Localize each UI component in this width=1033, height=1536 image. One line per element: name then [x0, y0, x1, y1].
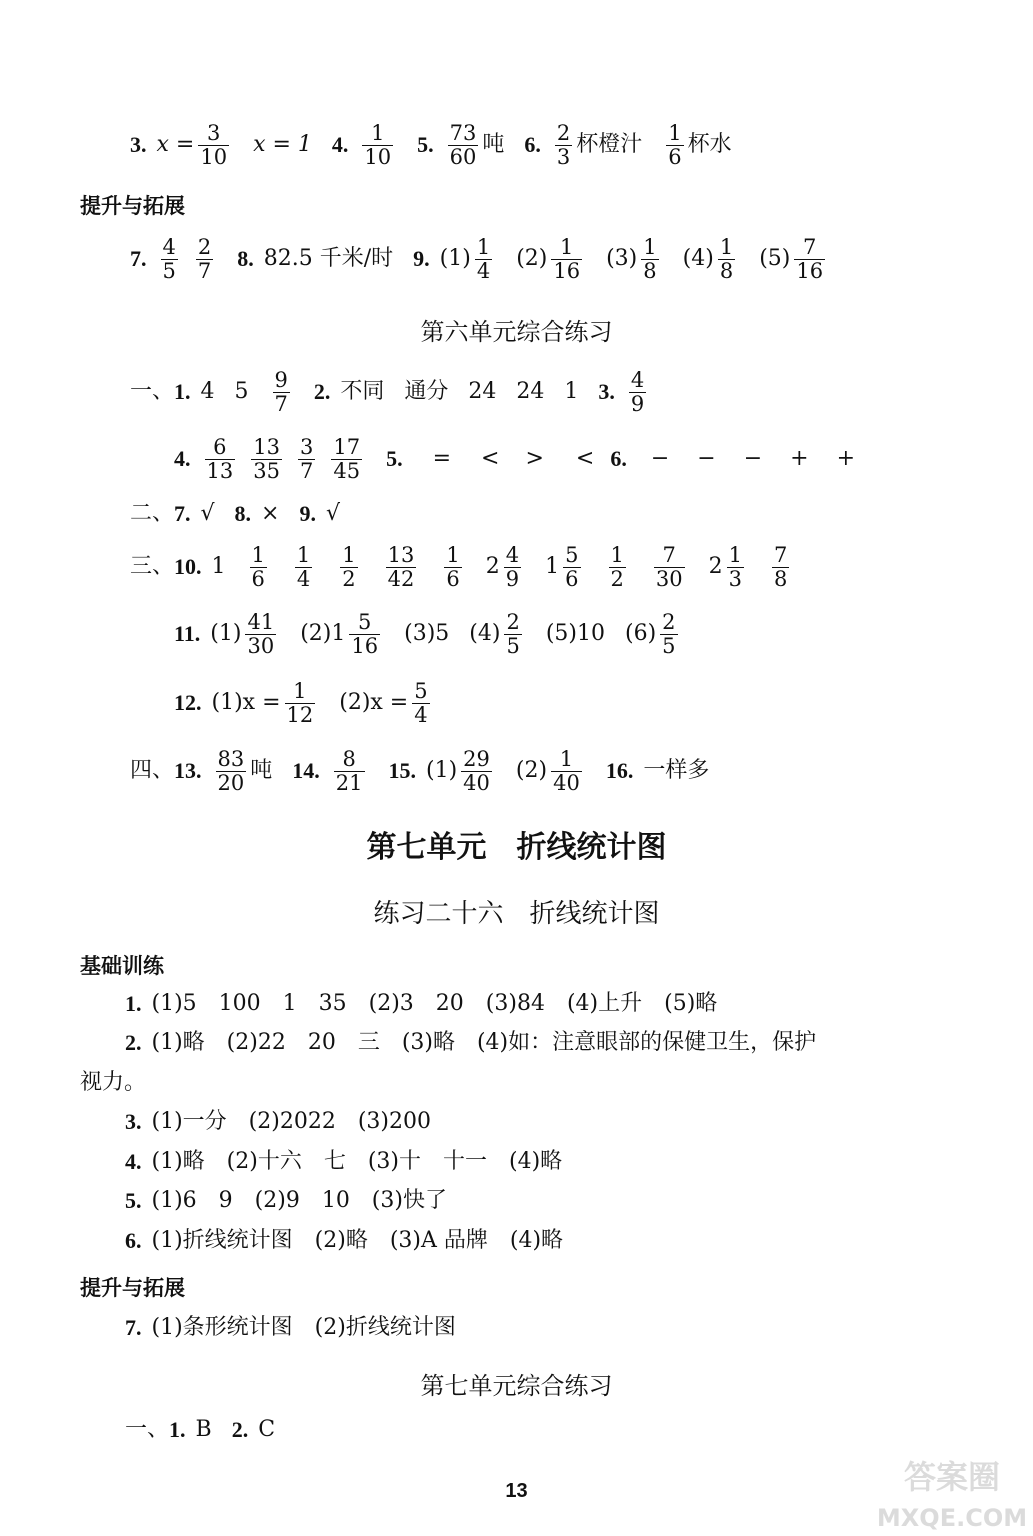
section-heading-basic: 基础训练: [80, 954, 164, 978]
ex-q2-answer: (1)略 (2)22 20 三 (3)略 (4)如：注意眼部的保健卫生，保护: [151, 1030, 817, 1055]
r-q10-frac-9: $\frac{7}{30}$: [655, 543, 683, 591]
answer-line-5: [130, 500, 340, 528]
ex-q2-number: 2.: [125, 1030, 142, 1055]
r-q8-number: 8.: [234, 501, 252, 526]
r-q10-number: 10.: [174, 554, 202, 579]
r-q2-word-b: 通分: [404, 379, 449, 404]
q9-fraction-2: $\frac{1}{16}$: [553, 235, 581, 283]
ex-line-5: [125, 1190, 447, 1212]
r-q8-answer: ×: [261, 501, 280, 526]
ex-q5-number: 5.: [125, 1188, 142, 1213]
q3-number: 3.: [130, 132, 147, 157]
q3-x-value: x = 1: [253, 132, 312, 157]
q6-fraction-a: $\frac{2}{3}$: [556, 121, 571, 169]
r-q12-frac-2: $\frac{5}{4}$: [414, 679, 428, 727]
r-q10-frac-5: $\frac{1}{6}$: [446, 543, 460, 591]
ex-q4-number: 4.: [125, 1149, 142, 1174]
r-q2-value-c: 1: [564, 379, 579, 404]
answer-line-2: [130, 232, 829, 286]
r-q10-frac-1: $\frac{1}{6}$: [251, 543, 265, 591]
r-q13-frac: $\frac{83}{20}$: [217, 747, 245, 795]
r-q12-number: 12.: [174, 690, 202, 715]
q7-fraction-b: $\frac{2}{7}$: [197, 235, 212, 283]
ex-line-2: [125, 1032, 816, 1054]
q9-part-4: (4): [682, 246, 714, 271]
q8-answer: 82.5 千米/时: [263, 246, 394, 271]
r-q4-fraction-d: $\frac{17}{45}$: [333, 435, 361, 483]
ex-line-7: [125, 1317, 456, 1339]
r-q10-whole-7: 1: [545, 554, 560, 579]
ex-q6-answer: (1)折线统计图 (2)略 (3)A 品牌 (4)略: [151, 1228, 564, 1253]
ex-q2-continuation: 视力。: [80, 1070, 147, 1095]
r-q14-frac: $\frac{8}{21}$: [335, 747, 363, 795]
r-q5-sign-b: <: [481, 446, 500, 471]
r-q1-value-b: 5: [234, 379, 249, 404]
r-q16-number: 16.: [605, 758, 634, 783]
r-q6-op-c: −: [743, 446, 763, 471]
answer-line-1: [130, 118, 732, 172]
r-q7-answer: √: [200, 501, 215, 526]
ex-line-1: [125, 993, 717, 1015]
part-three-label: 三、: [130, 554, 175, 579]
q9-part-2: (2): [516, 246, 548, 271]
q7-fraction-a: $\frac{4}{5}$: [162, 235, 176, 283]
r-q11-number: 11.: [174, 621, 201, 646]
q6-unit-b: 杯水: [687, 132, 732, 157]
q8-number: 8.: [237, 246, 254, 271]
ex-line-8: [125, 1419, 275, 1441]
ex-q6-number: 6.: [125, 1228, 142, 1253]
r-q11-frac-6: $\frac{2}{5}$: [662, 610, 676, 658]
unit-seven-title: 第七单元 折线统计图: [366, 830, 667, 865]
r-q3-number: 3.: [598, 379, 615, 404]
q9-number: 9.: [413, 246, 430, 271]
r-q11-part-4: (4): [469, 621, 501, 646]
r-q6-op-a: −: [650, 446, 670, 471]
r-q11-part-2: (2)1: [300, 621, 346, 646]
r-q11-frac-2: $\frac{5}{16}$: [351, 610, 379, 658]
page-number: 13: [505, 1480, 528, 1502]
q6-unit-a: 杯橙汁: [576, 132, 643, 157]
part-two-label: 二、: [130, 501, 175, 526]
r-q4-fraction-c: $\frac{3}{7}$: [299, 435, 314, 483]
r-q10-frac-6: $\frac{4}{9}$: [505, 543, 520, 591]
ex-q5-answer: (1)6 9 (2)9 10 (3)快了: [151, 1188, 447, 1213]
q9-part-5: (5): [759, 246, 791, 271]
r-q12-part-2: (2)x =: [339, 690, 409, 715]
section-heading-extension: 提升与拓展: [80, 194, 185, 218]
q9-fraction-1: $\frac{1}{4}$: [476, 235, 491, 283]
ex-line-6: [125, 1230, 563, 1252]
ex-q7-answer: (1)条形统计图 (2)折线统计图: [151, 1315, 456, 1340]
q9-fraction-5: $\frac{7}{16}$: [796, 235, 824, 283]
r-q2-value-b: 24: [516, 379, 545, 404]
q9-fraction-4: $\frac{1}{8}$: [719, 235, 734, 283]
r-q7-number: 7.: [174, 501, 191, 526]
r-q5-sign-d: <: [575, 446, 595, 471]
q5-fraction: $\frac{73}{60}$: [449, 121, 477, 169]
r-q5-sign-a: =: [432, 446, 452, 471]
watermark-text: 答案圈: [903, 1458, 1001, 1496]
q9-part-3: (3): [606, 246, 638, 271]
r-q11-part-5: (5)10: [545, 621, 605, 646]
r-q5-sign-c: >: [525, 446, 544, 471]
ex-q1-number: 1.: [125, 991, 142, 1016]
q6-fraction-b: $\frac{1}{6}$: [668, 121, 682, 169]
r-q6-op-d: +: [790, 446, 809, 471]
r-q4-number: 4.: [174, 446, 191, 471]
r-q11-part-6: (6): [625, 621, 657, 646]
q3-fraction: $\frac{3}{10}$: [200, 121, 228, 169]
r-q6-op-e: +: [836, 446, 856, 471]
r-q15-frac-2: $\frac{1}{40}$: [553, 747, 580, 795]
r-q3-fraction: $\frac{4}{9}$: [630, 368, 645, 416]
r-q11-frac-4: $\frac{2}{5}$: [506, 610, 520, 658]
r-q15-part-1: (1): [426, 758, 458, 783]
answer-line-9: [130, 744, 709, 798]
answer-line-4: [174, 432, 869, 486]
r-q10-frac-4: $\frac{13}{42}$: [387, 543, 415, 591]
r-q11-frac-1: $\frac{41}{30}$: [247, 610, 275, 658]
answer-line-8: [174, 676, 434, 730]
answer-line-3: [130, 365, 650, 419]
u7-part-one-label: 一、: [125, 1417, 170, 1442]
ex-q3-answer: (1)一分 (2)2022 (3)200: [151, 1109, 431, 1134]
r-q2-word-a: 不同: [340, 379, 385, 404]
answer-line-6: [130, 540, 793, 594]
r-q13-unit: 吨: [250, 758, 273, 783]
r-q10-value: 1: [211, 554, 226, 579]
r-q15-frac-1: $\frac{29}{40}$: [463, 747, 490, 795]
r-q5-number: 5.: [386, 446, 403, 471]
r-q11-part-1: (1): [210, 621, 242, 646]
q9-fraction-3: $\frac{1}{8}$: [643, 235, 657, 283]
r-q12-part-1: (1)x =: [211, 690, 281, 715]
ex-q1-answer: (1)5 100 1 35 (2)3 20 (3)84 (4)上升 (5)略: [151, 991, 718, 1016]
q9-part-1: (1): [439, 246, 471, 271]
u7-q1-number: 1.: [169, 1417, 186, 1442]
r-q13-number: 13.: [174, 758, 202, 783]
q7-number: 7.: [130, 246, 147, 271]
q3-x-label: x =: [156, 132, 195, 157]
r-q6-number: 6.: [610, 446, 627, 471]
r-q10-frac-8: $\frac{1}{2}$: [610, 543, 624, 591]
u7-q2-number: 2.: [231, 1417, 249, 1442]
r-q11-part-3: (3)5: [404, 621, 450, 646]
r-q4-fraction-b: $\frac{13}{35}$: [253, 435, 280, 483]
r-q1-number: 1.: [174, 379, 191, 404]
ex-q7-number: 7.: [125, 1315, 142, 1340]
r-q2-number: 2.: [313, 379, 331, 404]
q4-number: 4.: [331, 132, 349, 157]
r-q10-frac-10: $\frac{1}{3}$: [728, 543, 742, 591]
r-q4-fraction-a: $\frac{6}{13}$: [206, 435, 234, 483]
unit-seven-review-title: 第七单元综合练习: [420, 1372, 613, 1400]
r-q9-number: 9.: [299, 501, 316, 526]
watermark-url: MXQE.COM: [877, 1504, 1027, 1532]
part-four-label: 四、: [130, 758, 175, 783]
r-q9-answer: √: [325, 501, 341, 526]
ex-line-3: [125, 1111, 431, 1133]
part-one-label: 一、: [130, 379, 175, 404]
ex-line-4: [125, 1151, 562, 1173]
r-q6-op-b: −: [697, 446, 716, 471]
r-q15-part-2: (2): [515, 758, 548, 783]
r-q10-whole-10: 2: [708, 554, 723, 579]
ex-q4-answer: (1)略 (2)十六 七 (3)十 十一 (4)略: [151, 1149, 563, 1174]
r-q2-value-a: 24: [468, 379, 497, 404]
q5-unit: 吨: [482, 132, 505, 157]
r-q10-frac-2: $\frac{1}{4}$: [296, 543, 311, 591]
ex-q3-number: 3.: [125, 1109, 142, 1134]
u7-q2-answer: C: [258, 1417, 276, 1442]
r-q1-fraction: $\frac{9}{7}$: [274, 368, 288, 416]
exercise-26-title: 练习二十六 折线统计图: [373, 899, 660, 929]
unit-six-review-title: 第六单元综合练习: [420, 318, 613, 346]
watermark-logo: [877, 1446, 1027, 1536]
u7-q1-answer: B: [195, 1417, 212, 1442]
r-q14-number: 14.: [292, 758, 320, 783]
answer-line-7: [174, 607, 682, 661]
section-heading-extension-2: 提升与拓展: [80, 1276, 185, 1300]
r-q15-number: 15.: [388, 758, 416, 783]
q4-fraction: $\frac{1}{10}$: [364, 121, 392, 169]
r-q10-frac-3: $\frac{1}{2}$: [342, 543, 356, 591]
r-q10-whole-6: 2: [485, 554, 500, 579]
r-q16-answer: 一样多: [643, 758, 710, 783]
q6-number: 6.: [524, 132, 541, 157]
r-q10-frac-7: $\frac{5}{6}$: [565, 543, 579, 591]
r-q12-frac-1: $\frac{1}{12}$: [286, 679, 314, 727]
r-q10-frac-11: $\frac{7}{8}$: [773, 543, 788, 591]
q5-number: 5.: [417, 132, 434, 157]
r-q1-value-a: 4: [200, 379, 215, 404]
